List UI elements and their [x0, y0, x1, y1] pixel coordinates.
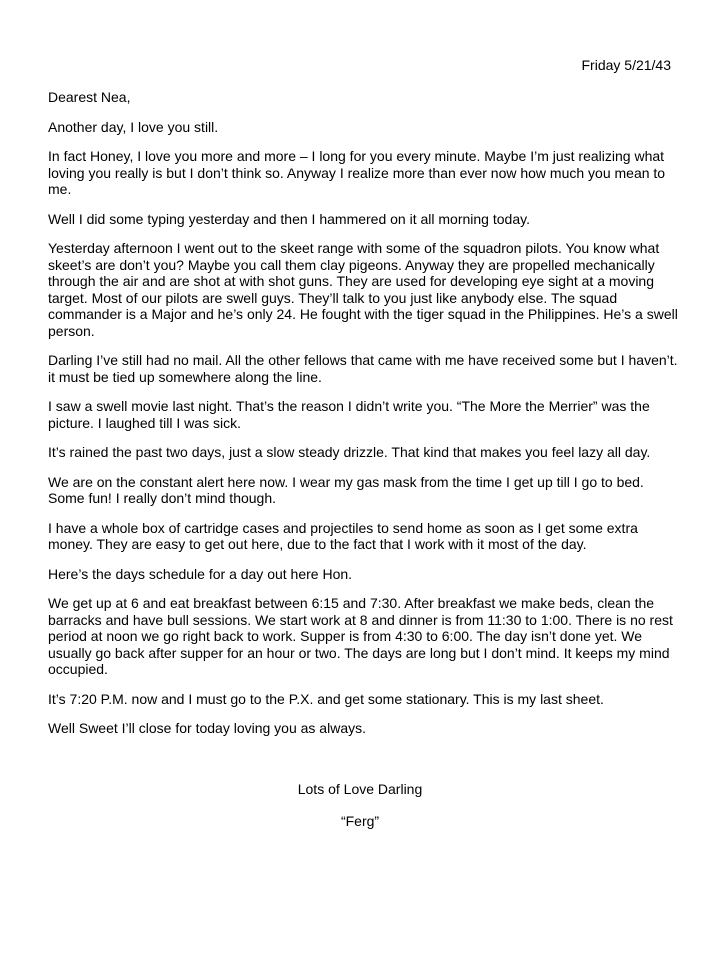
letter-body — [48, 89, 678, 750]
salutation: Dearest Nea, — [48, 89, 131, 105]
paragraph-4: Yesterday afternoon I went out to the skeet range with some of the squadron pilots. You know what skeet’s are don’t you? Maybe you call them clay pigeons. Anyway they are propelled mechanically through the air and are shot at with shot guns. They are used for developing eye sight at a moving target. Most of our pilots are swell guys. They’ll talk to you just like anybody else. The squad commander is a Major and he’s only 24. He fought with the tiger squad in the Philippines. He’s a swell person. — [48, 240, 678, 339]
paragraph-8: We are on the constant alert here now. I wear my gas mask from the time I get up till I go to bed. Some fun! I really don’t mind though. — [48, 473, 644, 506]
signature: “Ferg” — [340, 813, 380, 829]
paragraph-2: In fact Honey, I love you more and more – I long for you every minute. Maybe I’m just realizing what loving you really is but I don’t think so. Anyway I realize more than ever now how much you mean to me. — [48, 148, 666, 197]
letter-date: Friday 5/21/43 — [581, 57, 671, 73]
paragraph-7: It’s rained the past two days, just a slow steady drizzle. That kind that makes you feel lazy all day. — [48, 444, 651, 460]
paragraph-10: Here’s the days schedule for a day out here Hon. — [48, 565, 353, 582]
paragraph-11: We get up at 6 and eat breakfast between 6:15 and 7:30. After breakfast we make beds, clean the barracks and have bull sessions. We start work at 8 and dinner is from 11:30 to 1:00. There is no rest period at noon we go right back to work. Supper is from 4:30 to 6:00. The day isn’t done yet. We usually go back after supper for an hour or two. The days are long but I don’t mind. It keeps my mind occupied. — [48, 595, 673, 677]
paragraph-9: I have a whole box of cartridge cases and projectiles to send home as soon as I get some extra money. They are easy to get out here, due to the fact that I work with it most of the day. — [48, 519, 638, 552]
closing-line: Lots of Love Darling — [297, 781, 423, 797]
paragraph-3: Well I did some typing yesterday and then I hammered on it all morning today. — [48, 210, 530, 227]
paragraph-1: Another day, I love you still. — [48, 118, 219, 135]
paragraph-6: I saw a swell movie last night. That’s the reason I didn’t write you. “The More the Merrier” was the picture. I laughed till I was sick. — [48, 398, 650, 431]
paragraph-13: Well Sweet I’ll close for today loving you as always. — [48, 720, 366, 736]
paragraph-12: It’s 7:20 P.M. now and I must go to the P.X. and get some stationary. This is my last sheet. — [48, 690, 604, 707]
paragraph-5: Darling I’ve still had no mail. All the other fellows that came with me have received some but I haven’t. it must be tied up somewhere along the line. — [48, 352, 678, 385]
